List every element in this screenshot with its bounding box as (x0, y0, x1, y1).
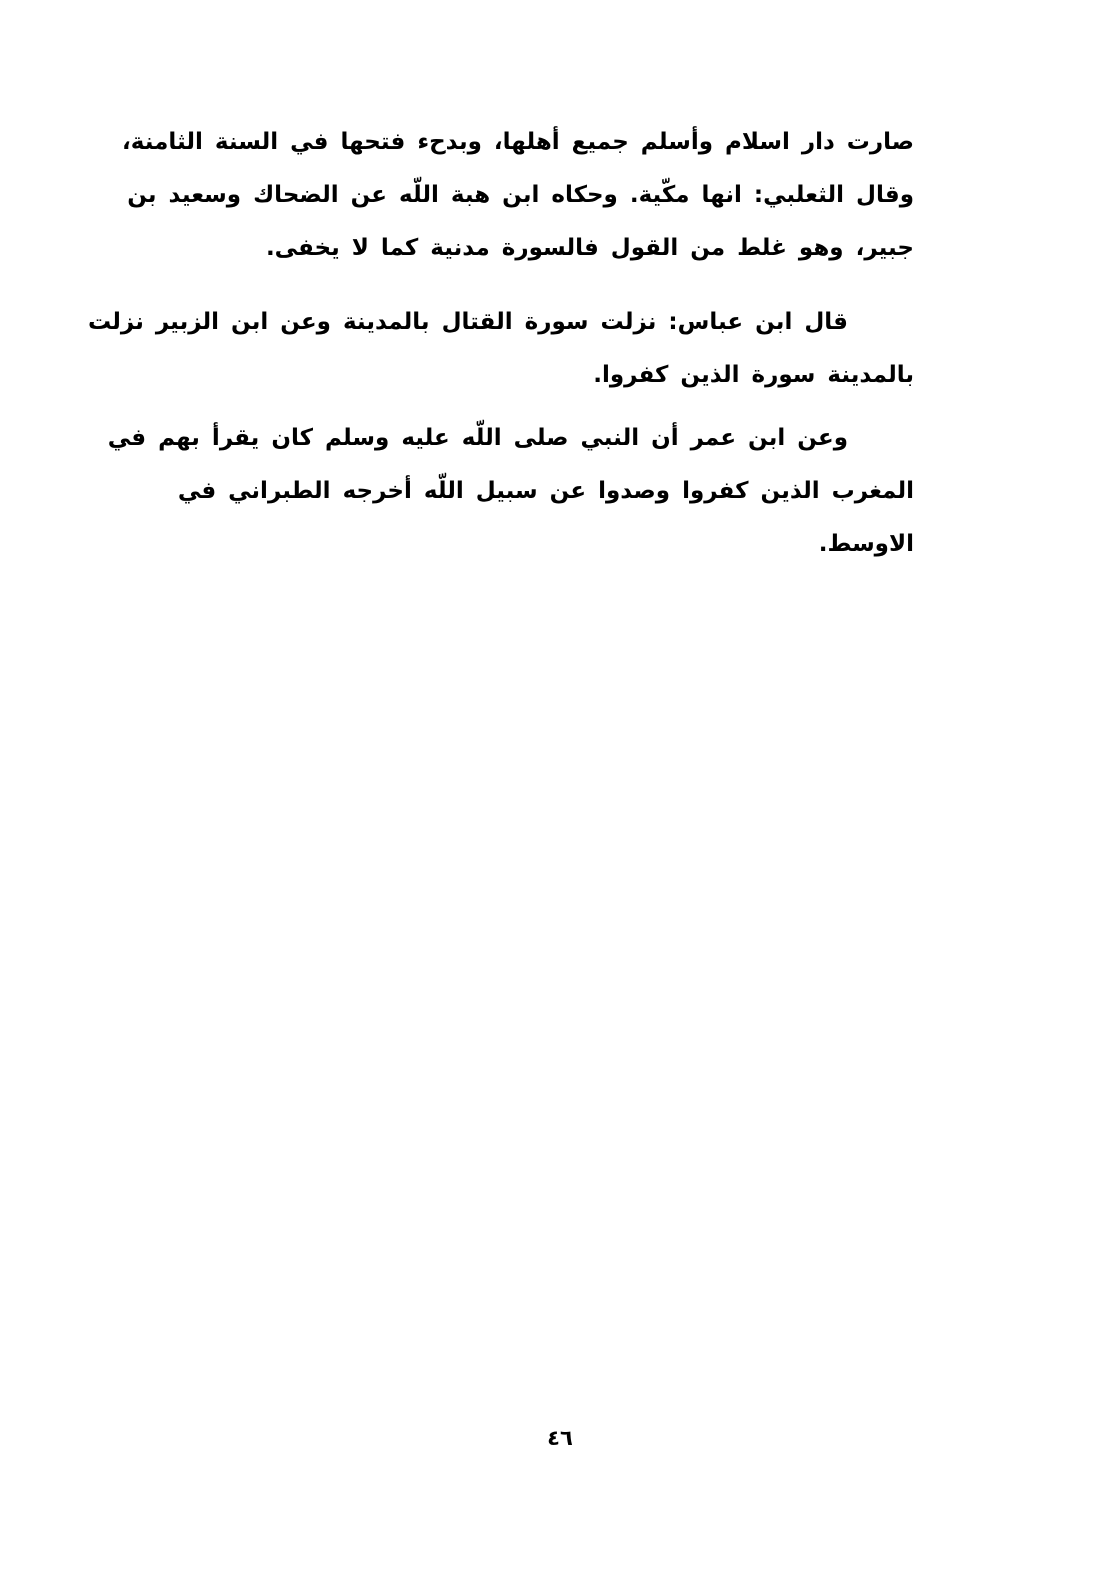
text-line: قال ابن عباس: نزلت سورة القتال بالمدينة وعن ابن الزبير نزلت (87, 309, 848, 335)
text-line: المغرب الذين كفروا وصدوا عن سبيل اللّه أخرجه الطبراني في (177, 478, 914, 504)
text-line: وقال الثعلبي: انها مكّية. وحكاه ابن هبة اللّه عن الضحاك وسعيد بن (127, 182, 914, 208)
text-line: جبير، وهو غلط من القول فالسورة مدنية كما لا يخفى. (265, 235, 914, 261)
paragraph-3 (107, 412, 914, 571)
paragraph-2 (87, 296, 914, 402)
paragraph-1 (122, 116, 914, 275)
text-line: الاوسط. (818, 531, 914, 557)
text-line: وعن ابن عمر أن النبي صلى اللّه عليه وسلم كان يقرأ بهم في (107, 425, 848, 451)
page-number: ٤٦ (547, 1426, 573, 1450)
text-line: صارت دار اسلام وأسلم جميع أهلها، وبدحء فتحها في السنة الثامنة، (122, 129, 914, 155)
text-line: بالمدينة سورة الذين كفروا. (593, 362, 914, 388)
